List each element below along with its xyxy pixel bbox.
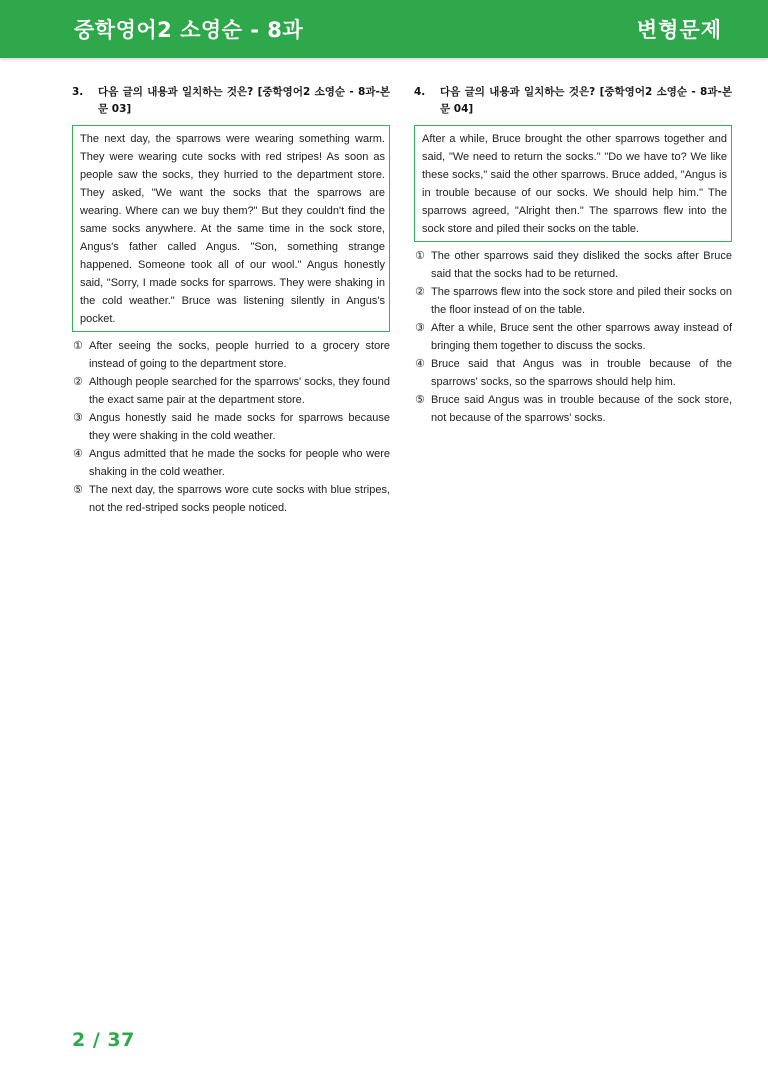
choice-text: Bruce said Angus was in trouble because of the sock store, not because of the sparrows' socks.	[431, 394, 732, 424]
page-number: 2 / 37	[72, 1029, 135, 1051]
choice-item[interactable]	[414, 391, 732, 427]
choice-text: Angus honestly said he made socks for sparrows because they were shaking in the cold weather.	[89, 412, 390, 442]
choice-number: ⑤	[73, 484, 83, 496]
question-3	[72, 84, 390, 517]
choice-text: The sparrows flew into the sock store and piled their socks on the floor instead of on the table.	[431, 286, 732, 316]
page-header	[0, 0, 768, 58]
passage-box: After a while, Bruce brought the other sparrows together and said, "We need to return the socks." "Do we have to? We like these socks," said the other sparrows. Bruce added, "Angus is in trouble because of our socks. We should help him." The sparrows agreed, "Alright then." The sparrows flew into the sock store and piled their socks on the table.	[414, 125, 732, 242]
choice-text: Bruce said that Angus was in trouble because of the sparrows' socks, so the sparrows should help him.	[431, 358, 732, 388]
choice-list	[414, 247, 732, 427]
choice-number: ⑤	[415, 394, 425, 406]
choice-text: After seeing the socks, people hurried to a grocery store instead of going to the department store.	[89, 340, 390, 370]
choice-item[interactable]	[72, 445, 390, 481]
choice-text: Although people searched for the sparrows' socks, they found the exact same pair at the department store.	[89, 376, 390, 406]
choice-number: ①	[415, 250, 425, 262]
choice-number: ②	[73, 376, 83, 388]
question-prompt: 다음 글의 내용과 일치하는 것은? [중학영어2 소영순 - 8과-본문 04]	[440, 86, 732, 115]
choice-text: The other sparrows said they disliked the socks after Bruce said that the socks had to be returned.	[431, 250, 732, 280]
choice-number: ④	[73, 448, 83, 460]
question-4	[414, 84, 732, 427]
choice-item[interactable]	[72, 409, 390, 445]
document-title: 중학영어2 소영순 - 8과	[74, 18, 304, 42]
choice-list	[72, 337, 390, 517]
choice-text: The next day, the sparrows wore cute socks with blue stripes, not the red-striped socks people noticed.	[89, 484, 390, 514]
choice-item[interactable]	[414, 283, 732, 319]
choice-text: After a while, Bruce sent the other sparrows away instead of bringing them together to discuss the socks.	[431, 322, 732, 352]
choice-text: Angus admitted that he made the socks for people who were shaking in the cold weather.	[89, 448, 390, 478]
question-header	[72, 84, 390, 118]
choice-number: ④	[415, 358, 425, 370]
choice-item[interactable]	[414, 355, 732, 391]
passage-box: The next day, the sparrows were wearing something warm. They were wearing cute socks with red stripes! As soon as people saw the socks, they hurried to the department store. They asked, "We want the socks that the sparrows are wearing. Where can we buy them?" But they couldn't find the same socks anywhere. At the same time in the sock store, Angus's father called Angus. "Son, something strange happened. Someone took all of our wool." Angus honestly said, "Sorry, I made socks for sparrows. They were shaking in the cold weather." Bruce was listening silently in Angus's pocket.	[72, 125, 390, 332]
choice-item[interactable]	[72, 373, 390, 409]
choice-number: ③	[415, 322, 425, 334]
question-header	[414, 84, 732, 118]
question-number: 3.	[72, 86, 84, 98]
choice-number: ②	[415, 286, 425, 298]
choice-item[interactable]	[414, 319, 732, 355]
choice-number: ③	[73, 412, 83, 424]
choice-item[interactable]	[72, 481, 390, 517]
question-prompt: 다음 글의 내용과 일치하는 것은? [중학영어2 소영순 - 8과-본문 03]	[98, 86, 390, 115]
choice-number: ①	[73, 340, 83, 352]
choice-item[interactable]	[72, 337, 390, 373]
choice-item[interactable]	[414, 247, 732, 283]
question-number: 4.	[414, 86, 426, 98]
document-subtitle: 변형문제	[636, 18, 722, 42]
